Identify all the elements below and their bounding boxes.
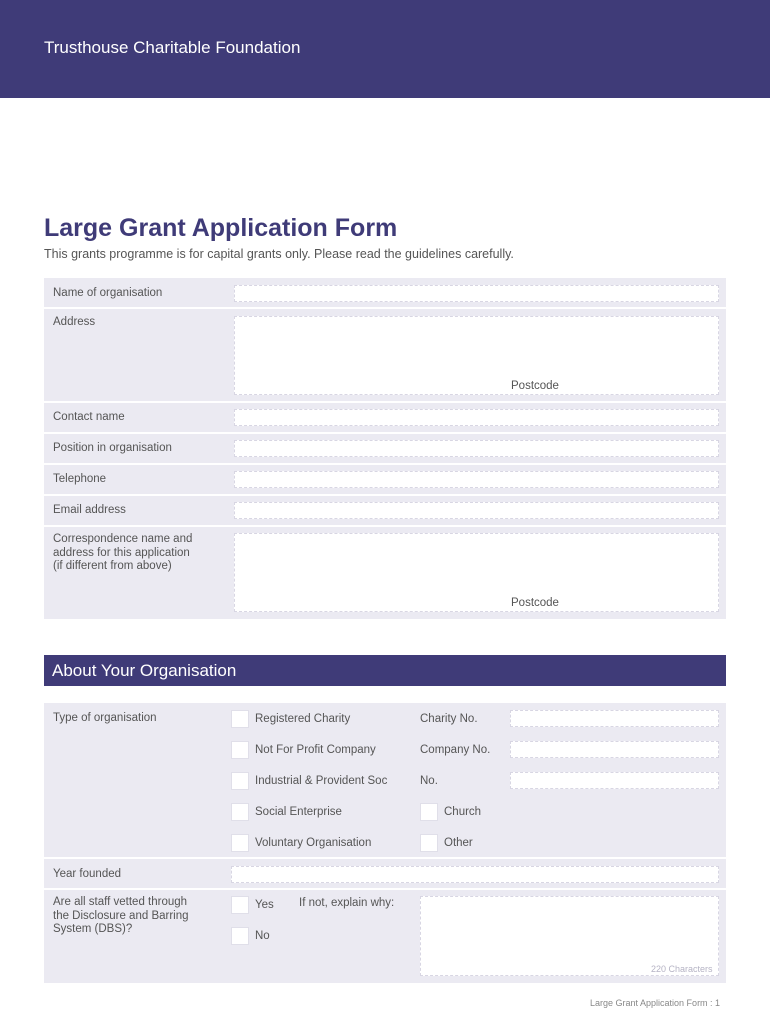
correspondence-postcode-label: Postcode bbox=[511, 597, 559, 609]
industrial-provident-label: Industrial & Provident Soc bbox=[255, 775, 388, 787]
year-founded-label: Year founded bbox=[53, 868, 122, 880]
telephone-field[interactable] bbox=[234, 471, 719, 488]
church-label: Church bbox=[444, 806, 482, 818]
industrial-provident-checkbox[interactable] bbox=[231, 772, 249, 790]
explain-label: If not, explain why: bbox=[299, 897, 395, 909]
email-label: Email address bbox=[53, 504, 126, 516]
correspondence-label bbox=[53, 533, 192, 574]
row-divider bbox=[44, 463, 726, 465]
company-no-field[interactable] bbox=[510, 741, 719, 758]
telephone-label: Telephone bbox=[53, 473, 107, 485]
address-field[interactable] bbox=[234, 316, 719, 395]
organisation-name-field[interactable] bbox=[234, 285, 719, 302]
row-divider bbox=[44, 494, 726, 496]
organisation-type-label: Type of organisation bbox=[53, 712, 157, 724]
dbs-question-line: Are all staff vetted through bbox=[53, 896, 188, 908]
registered-charity-checkbox[interactable] bbox=[231, 710, 249, 728]
dbs-yes-label: Yes bbox=[255, 899, 274, 911]
other-label: Other bbox=[444, 837, 473, 849]
position-label: Position in organisation bbox=[53, 442, 172, 454]
row-divider bbox=[44, 857, 726, 859]
contact-name-field[interactable] bbox=[234, 409, 719, 426]
dbs-no-checkbox[interactable] bbox=[231, 927, 249, 945]
row-divider bbox=[44, 432, 726, 434]
address-postcode-label: Postcode bbox=[511, 380, 559, 392]
organisation-name-label: Name of organisation bbox=[53, 287, 163, 299]
correspondence-field[interactable] bbox=[234, 533, 719, 612]
page-title: Large Grant Application Form bbox=[44, 214, 398, 242]
charity-no-label: Charity No. bbox=[420, 713, 478, 725]
company-no-label: Company No. bbox=[420, 744, 491, 756]
row-divider bbox=[44, 525, 726, 527]
email-field[interactable] bbox=[234, 502, 719, 519]
organisation-name: Trusthouse Charitable Foundation bbox=[44, 38, 301, 57]
address-label: Address bbox=[53, 316, 96, 328]
other-checkbox[interactable] bbox=[420, 834, 438, 852]
year-founded-field[interactable] bbox=[231, 866, 719, 883]
page-footer: Large Grant Application Form : 1 bbox=[590, 998, 721, 1008]
correspondence-label-line: (if different from above) bbox=[53, 560, 172, 572]
dbs-question-label bbox=[53, 896, 189, 937]
page-subtitle: This grants programme is for capital grants only. Please read the guidelines carefully. bbox=[44, 247, 514, 261]
row-divider bbox=[44, 307, 726, 309]
row-divider bbox=[44, 888, 726, 890]
social-enterprise-label: Social Enterprise bbox=[255, 806, 342, 818]
correspondence-label-line: Correspondence name and bbox=[53, 533, 193, 545]
registered-charity-label: Registered Charity bbox=[255, 713, 351, 725]
society-no-label: No. bbox=[420, 775, 438, 787]
dbs-question-line: the Disclosure and Barring bbox=[53, 909, 189, 922]
society-no-field[interactable] bbox=[510, 772, 719, 789]
row-divider bbox=[44, 401, 726, 403]
dbs-question-line: System (DBS)? bbox=[53, 923, 133, 935]
voluntary-organisation-label: Voluntary Organisation bbox=[255, 837, 372, 849]
dbs-yes-checkbox[interactable] bbox=[231, 896, 249, 914]
correspondence-label-line: address for this application bbox=[53, 546, 190, 559]
contact-name-label: Contact name bbox=[53, 411, 125, 423]
position-field[interactable] bbox=[234, 440, 719, 457]
social-enterprise-checkbox[interactable] bbox=[231, 803, 249, 821]
dbs-no-label: No bbox=[255, 930, 270, 942]
not-for-profit-label: Not For Profit Company bbox=[255, 744, 376, 756]
character-count: 220 Characters bbox=[651, 964, 713, 974]
church-checkbox[interactable] bbox=[420, 803, 438, 821]
not-for-profit-checkbox[interactable] bbox=[231, 741, 249, 759]
section-title: About Your Organisation bbox=[52, 661, 237, 680]
voluntary-organisation-checkbox[interactable] bbox=[231, 834, 249, 852]
charity-no-field[interactable] bbox=[510, 710, 719, 727]
